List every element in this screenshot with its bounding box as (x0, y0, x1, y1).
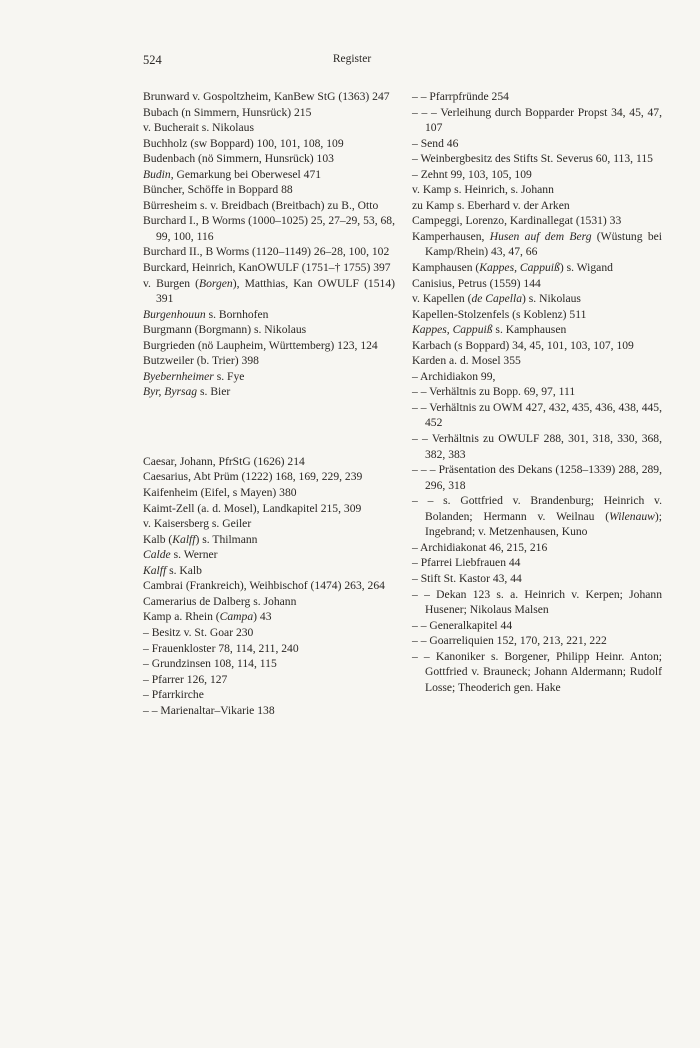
index-entry-text: Byebernheimer (143, 369, 214, 383)
index-entry (143, 594, 395, 610)
index-entry-text: Calde (143, 548, 171, 562)
index-entry (412, 260, 662, 276)
index-entry (143, 89, 395, 105)
index-entry (412, 633, 662, 649)
index-entry (412, 571, 662, 587)
index-entry (143, 151, 395, 167)
index-entry-text: zu Kamp s. Eberhard v. der Arken (412, 198, 570, 212)
index-entry-text: Cambrai (Frankreich), Weihbischof (1474) 263, 264 (143, 579, 385, 593)
index-entry (412, 369, 662, 385)
index-entry (412, 198, 662, 214)
index-entry-text: Kappes, Cappuiß (412, 323, 493, 337)
index-entry (143, 516, 395, 532)
index-entry-text: – Archidiakonat 46, 215, 216 (412, 540, 548, 554)
index-entry (143, 469, 395, 485)
index-entry (412, 649, 662, 696)
index-entry-text: – – Kanoniker s. Borgener, Philipp Heinr. Anton; Gottfried v. Brauneck; Johann Aldermann; Rudolf Losse; Theoderich gen. Hake (412, 649, 662, 694)
index-entry-text: Borgen (199, 276, 233, 290)
index-entry-text: Campeggi, Lorenzo, Kardinallegat (1531) 33 (412, 214, 622, 228)
index-entry-text: – Pfarrer 126, 127 (143, 672, 228, 686)
index-entry-text: – Stift St. Kastor 43, 44 (412, 571, 522, 585)
index-entry (412, 167, 662, 183)
index-entry (143, 501, 395, 517)
index-entry-text: Brunward v. Gospoltzheim, KanBew StG (1363) 247 (143, 90, 390, 103)
index-entry-text: Wilenauw (609, 509, 655, 523)
index-entry-text: – – Goarreliquien 152, 170, 213, 221, 222 (412, 634, 607, 648)
index-entry (412, 540, 662, 556)
index-entry (143, 307, 395, 323)
index-entry (143, 547, 395, 563)
index-entry-text: v. Burgen ( (143, 276, 200, 290)
index-entry-text: Burgrieden (nö Laupheim, Württemberg) 123, 124 (143, 338, 378, 352)
index-entry-text: v. Kamp s. Heinrich, s. Johann (412, 183, 554, 197)
index-entry (412, 493, 662, 540)
index-entry (143, 338, 395, 354)
index-entry-text: – – Verhältnis zu Bopp. 69, 97, 111 (412, 385, 576, 399)
index-entry (143, 369, 395, 385)
index-entry-text: Kappes, Cappuiß (479, 261, 560, 275)
index-entry (412, 182, 662, 198)
index-entry-text: Bubach (n Simmern, Hunsrück) 215 (143, 105, 312, 119)
index-entry-text: ); Ingebrand; v. Metzenhausen, Kuno (425, 509, 662, 539)
index-entry (143, 244, 395, 260)
index-entry-text: v. Kaisersberg s. Geiler (143, 517, 252, 531)
index-entry-text: – Zehnt 99, 103, 105, 109 (412, 167, 532, 181)
index-entry-text: Buchholz (sw Boppard) 100, 101, 108, 109 (143, 136, 344, 150)
index-entry-text: – – Generalkapitel 44 (412, 618, 513, 632)
index-entry-text: – – Marienaltar–Vikarie 138 (143, 703, 275, 717)
index-entry (412, 618, 662, 634)
index-entry-text: ) s. Thilmann (195, 532, 258, 546)
index-entry-text: Kamperhausen, (412, 229, 490, 243)
index-entry (143, 703, 395, 719)
index-entry-text: Budenbach (nö Simmern, Hunsrück) 103 (143, 152, 334, 166)
page-number: 524 (143, 53, 162, 67)
index-entry (143, 609, 395, 625)
index-entry (412, 213, 662, 229)
index-entry (143, 384, 395, 400)
index-entry-text: ), Matthias, Kan OWULF (1514) 391 (156, 276, 395, 306)
index-entry-text: Kapellen-Stolzenfels (s Koblenz) 511 (412, 307, 587, 321)
index-entry (143, 105, 395, 121)
index-entry (412, 322, 662, 338)
page-header (143, 53, 561, 71)
index-entry (412, 353, 662, 369)
index-entry-text: – Archidiakon 99, (412, 369, 496, 383)
index-entry (143, 213, 395, 244)
index-entry (412, 587, 662, 618)
index-entry (412, 136, 662, 152)
index-column-left (143, 89, 395, 718)
index-entry (412, 105, 662, 136)
index-entry-text: v. Bucherait s. Nikolaus (143, 121, 254, 135)
index-entry-text: Karden a. d. Mosel 355 (412, 354, 521, 368)
index-entry (143, 167, 395, 183)
index-entry (143, 353, 395, 369)
index-entry (143, 322, 395, 338)
index-entry-text: Burchard I., B Worms (1000–1025) 25, 27–29, 53, 68, 99, 100, 116 (143, 214, 395, 243)
index-entry (412, 384, 662, 400)
index-entry-text: Kamp a. Rhein ( (143, 610, 220, 624)
index-entry-text: – Grundzinsen 108, 114, 115 (143, 657, 277, 671)
index-entry (143, 120, 395, 136)
index-entry-text: – Pfarrkirche (143, 688, 204, 702)
index-entry (412, 307, 662, 323)
index-entry (143, 578, 395, 594)
index-entry-text: Kamphausen ( (412, 261, 480, 275)
index-entry-text: Husen auf dem Berg (489, 229, 592, 243)
index-entry-text: Butzweiler (b. Trier) 398 (143, 354, 259, 368)
index-entry-text: Campa (219, 610, 254, 624)
index-entry-text: Camerarius de Dalberg s. Johann (143, 594, 297, 608)
index-entry-text: – – s. Gottfried v. Brandenburg; Heinrich v. Bolanden; Hermann v. Weilnau ( (412, 494, 662, 523)
index-entry (412, 229, 662, 260)
index-entry-text: Kalff (143, 563, 167, 577)
index-entry (412, 291, 662, 307)
index-entry (143, 625, 395, 641)
index-entry (143, 485, 395, 501)
index-entry (143, 563, 395, 579)
index-entry (412, 89, 662, 105)
index-entry-text: – – – Präsentation des Dekans (1258–1339) 288, 289, 296, 318 (412, 463, 662, 492)
index-entry-text: Caesar, Johann, PfrStG (1626) 214 (143, 454, 305, 468)
index-entry (412, 555, 662, 571)
index-entry-text: Budin (143, 167, 171, 181)
running-head: Register (332, 53, 372, 65)
index-entry (143, 532, 395, 548)
index-entry (143, 276, 395, 307)
index-entry-text: s. Bier (197, 385, 231, 399)
index-entry-text: Caesarius, Abt Prüm (1222) 168, 169, 229, 239 (143, 470, 363, 484)
index-entry (143, 641, 395, 657)
index-entry (143, 136, 395, 152)
index-entry (412, 276, 662, 292)
index-entry-text: – – – Verleihung durch Bopparder Propst 34, 45, 47, 107 (412, 105, 662, 135)
index-entry-text: ) s. Wigand (559, 261, 613, 275)
index-entry-text: , Gemarkung bei Oberwesel 471 (170, 167, 322, 181)
index-entry (143, 687, 395, 703)
index-entry (412, 431, 662, 462)
index-entry-text: s. Fye (213, 369, 245, 383)
index-entry-text: Burchard II., B Worms (1120–1149) 26–28, 100, 102 (143, 245, 390, 259)
index-entry-text: ) s. Nikolaus (522, 292, 581, 306)
index-entry-text: – – Verhältnis zu OWM 427, 432, 435, 436, 438, 445, 452 (412, 400, 662, 430)
index-entry (143, 672, 395, 688)
index-entry-text: – Send 46 (412, 136, 459, 150)
index-entry-text: Kaifenheim (Eifel, s Mayen) 380 (143, 486, 297, 500)
index-column-right (412, 89, 662, 695)
index-entry-text: Karbach (s Boppard) 34, 45, 101, 103, 107, 109 (412, 338, 634, 352)
index-entry (143, 198, 395, 214)
index-entry-text: – – Pfarrpfründe 254 (412, 90, 509, 103)
index-entry (412, 151, 662, 167)
index-entry-text: Burgmann (Borgmann) s. Nikolaus (143, 323, 307, 337)
index-entry-text: – Besitz v. St. Goar 230 (143, 625, 254, 639)
index-entry (412, 400, 662, 431)
index-entry-text: – Pfarrei Liebfrauen 44 (412, 556, 521, 570)
index-entry-text: Burgenhouun (143, 307, 206, 321)
index-entry-text: Kaimt-Zell (a. d. Mosel), Landkapitel 215, 309 (143, 501, 362, 515)
index-entry (143, 454, 395, 470)
index-entry-text: Byr, Byrsag (143, 385, 198, 399)
index-entry-text: Bürresheim s. v. Breidbach (Breitbach) zu B., Otto (143, 198, 379, 212)
index-entry-text: s. Werner (170, 548, 218, 562)
index-entry (412, 462, 662, 493)
index-entry (143, 260, 395, 276)
index-entry (143, 182, 395, 198)
index-entry-text: ) 43 (253, 610, 272, 624)
index-entry-text: de Capella (471, 292, 523, 306)
index-entry-text: Kalb ( (143, 532, 173, 546)
index-entry-text: – – Verhältnis zu OWULF 288, 301, 318, 330, 368, 382, 383 (412, 432, 662, 461)
index-entry-text: Burckard, Heinrich, KanOWULF (1751–† 1755) 397 (143, 261, 391, 275)
index-entry-text: v. Kapellen ( (412, 292, 472, 306)
index-entry-text: s. Kamphausen (492, 323, 567, 337)
index-entry-text: Büncher, Schöffe in Boppard 88 (143, 183, 293, 197)
index-entry-text: Kalff (172, 532, 196, 546)
index-entry-text: s. Kalb (166, 563, 202, 577)
index-entry-text: (Wüstung bei Kamp/Rhein) 43, 47, 66 (425, 229, 662, 259)
index-entry-text: – Weinbergbesitz des Stifts St. Severus 60, 113, 115 (412, 152, 653, 166)
index-entry-text: – Frauenkloster 78, 114, 211, 240 (143, 641, 299, 655)
index-entry (143, 656, 395, 672)
index-entry (412, 338, 662, 354)
index-entry-text: s. Bornhofen (205, 307, 269, 321)
index-entry-text: – – Dekan 123 s. a. Heinrich v. Kerpen; Johann Husener; Nikolaus Malsen (412, 587, 662, 617)
index-entry-text: Canisius, Petrus (1559) 144 (412, 276, 541, 290)
